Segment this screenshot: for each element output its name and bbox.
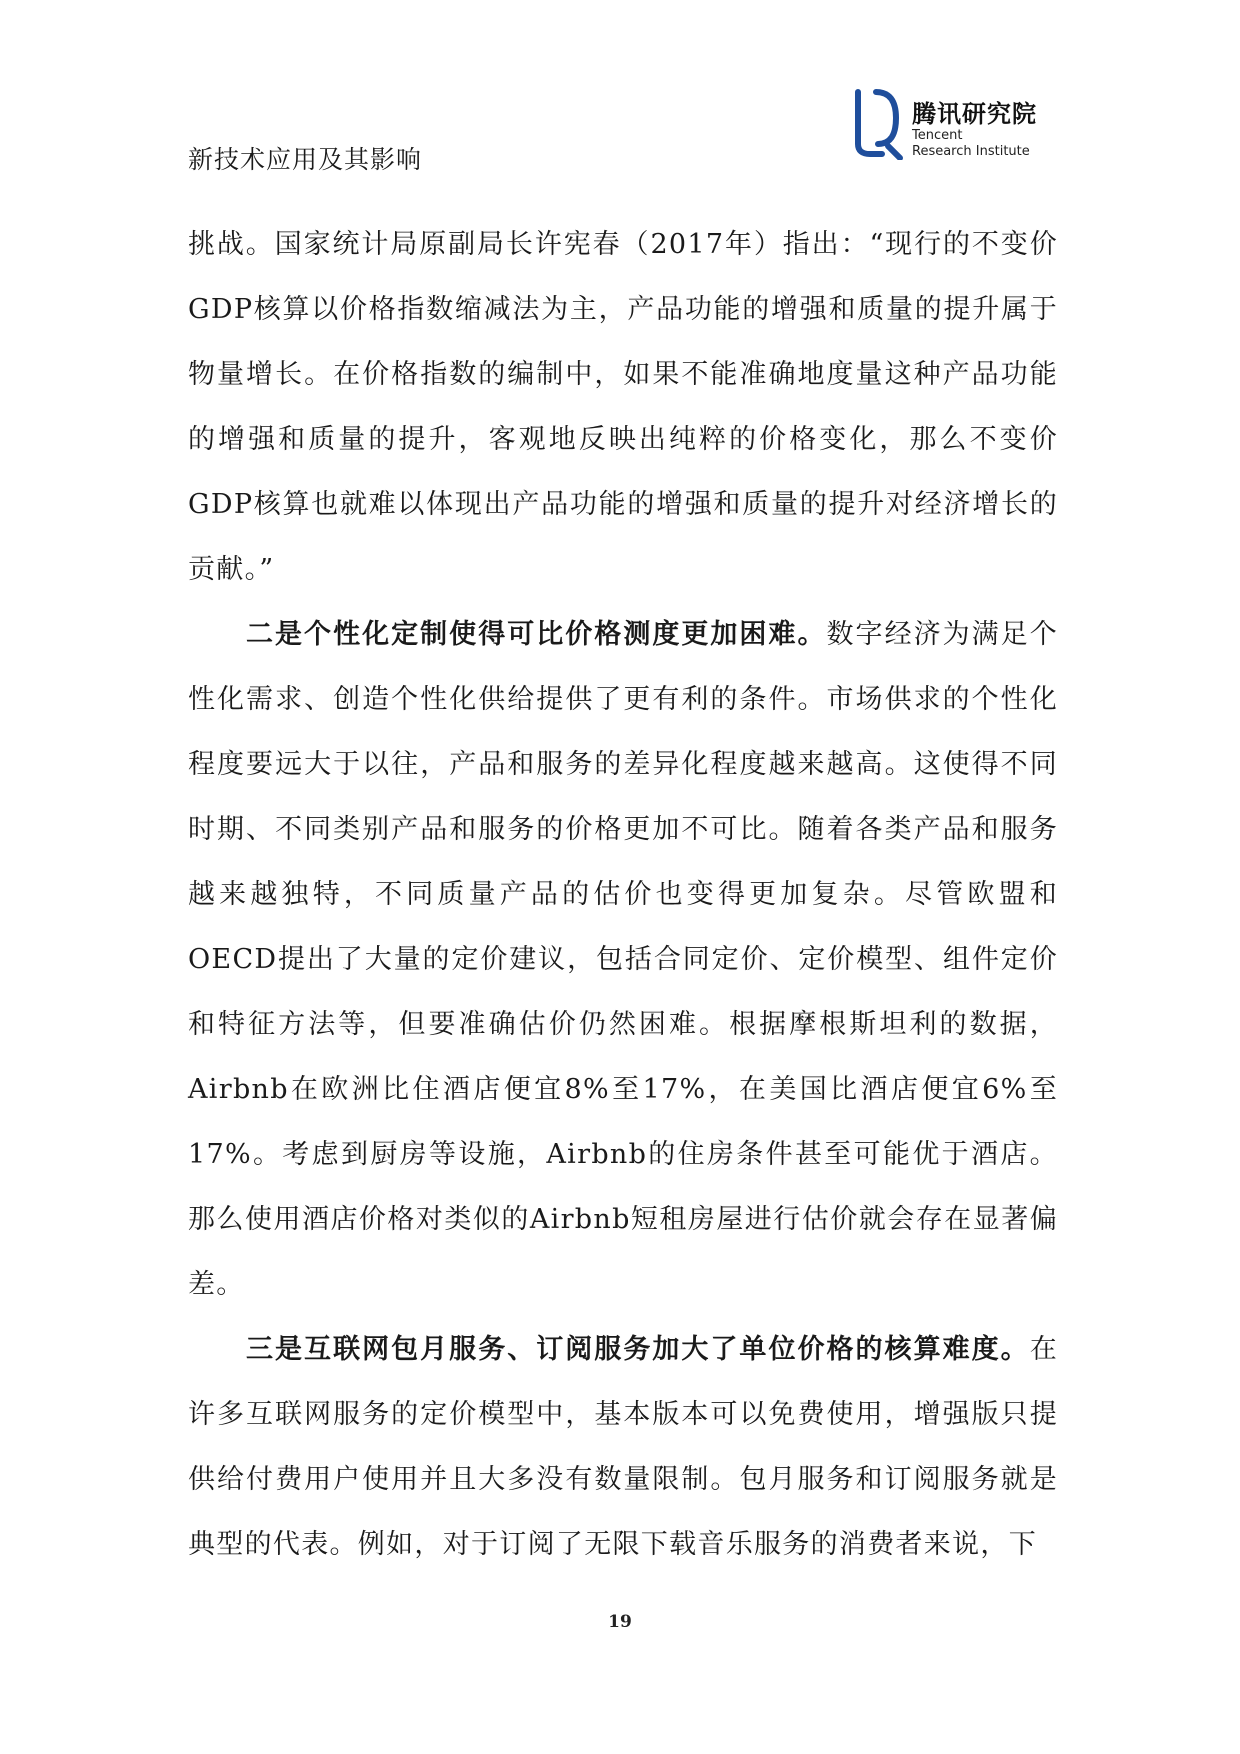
paragraph-2-text: 数字经济为满足个性化需求、创造个性化供给提供了更有利的条件。市场供求的个性化程度要远大于以往，产品和服务的差异化程度越来越高。这使得不同时期、不同类别产品和服务的价格更加不可比。随着各类产品和服务越来越独特，不同质量产品的估价也变得更加复杂。尽管欧盟和OECD提出了大量的定价建议，包括合同定价、定价模型、组件定价和特征方法等，但要准确估价仍然困难。根据摩根斯坦利的数据，Airbnb在欧洲比住酒店便宜8%至17%，在美国比酒店便宜6%至17%。考虑到厨房等设施，Airbnb的住房条件甚至可能优于酒店。那么使用酒店价格对类似的Airbnb短租房屋进行估价就会存在显著偏差。 [188,619,1058,1300]
paragraph-2 [188,602,1058,1317]
paragraph-3-lead: 三是互联网包月服务、订阅服务加大了单位价格的核算难度。 [246,1334,1030,1365]
document-body [188,212,1058,1577]
paragraph-2-lead: 二是个性化定制使得可比价格测度更加困难。 [246,619,827,650]
page-header [188,84,1058,174]
page-number: 19 [608,1612,632,1632]
logo-name-en-line1: Tencent [912,128,963,143]
paragraph-3-text: 在许多互联网服务的定价模型中，基本版本可以免费使用，增强版只提供给付费用户使用并且大多没有数量限制。包月服务和订阅服务就是典型的代表。例如，对于订阅了无限下载音乐服务的消费者来说，下 [188,1334,1058,1560]
tencent-logo-icon [848,88,910,160]
document-title: 新技术应用及其影响 [188,145,423,174]
tencent-research-logo [848,88,1058,160]
logo-name-en-line2: Research Institute [912,144,1030,159]
paragraph-3 [188,1317,1058,1577]
logo-name-cn: 腾讯研究院 [912,100,1037,128]
paragraph-1 [188,212,1058,602]
paragraph-1-text: 挑战。国家统计局原副局长许宪春（2017年）指出：“现行的不变价GDP核算以价格指数缩减法为主，产品功能的增强和质量的提升属于物量增长。在价格指数的编制中，如果不能准确地度量这种产品功能的增强和质量的提升，客观地反映出纯粹的价格变化，那么不变价GDP核算也就难以体现出产品功能的增强和质量的提升对经济增长的贡献。” [188,229,1058,585]
